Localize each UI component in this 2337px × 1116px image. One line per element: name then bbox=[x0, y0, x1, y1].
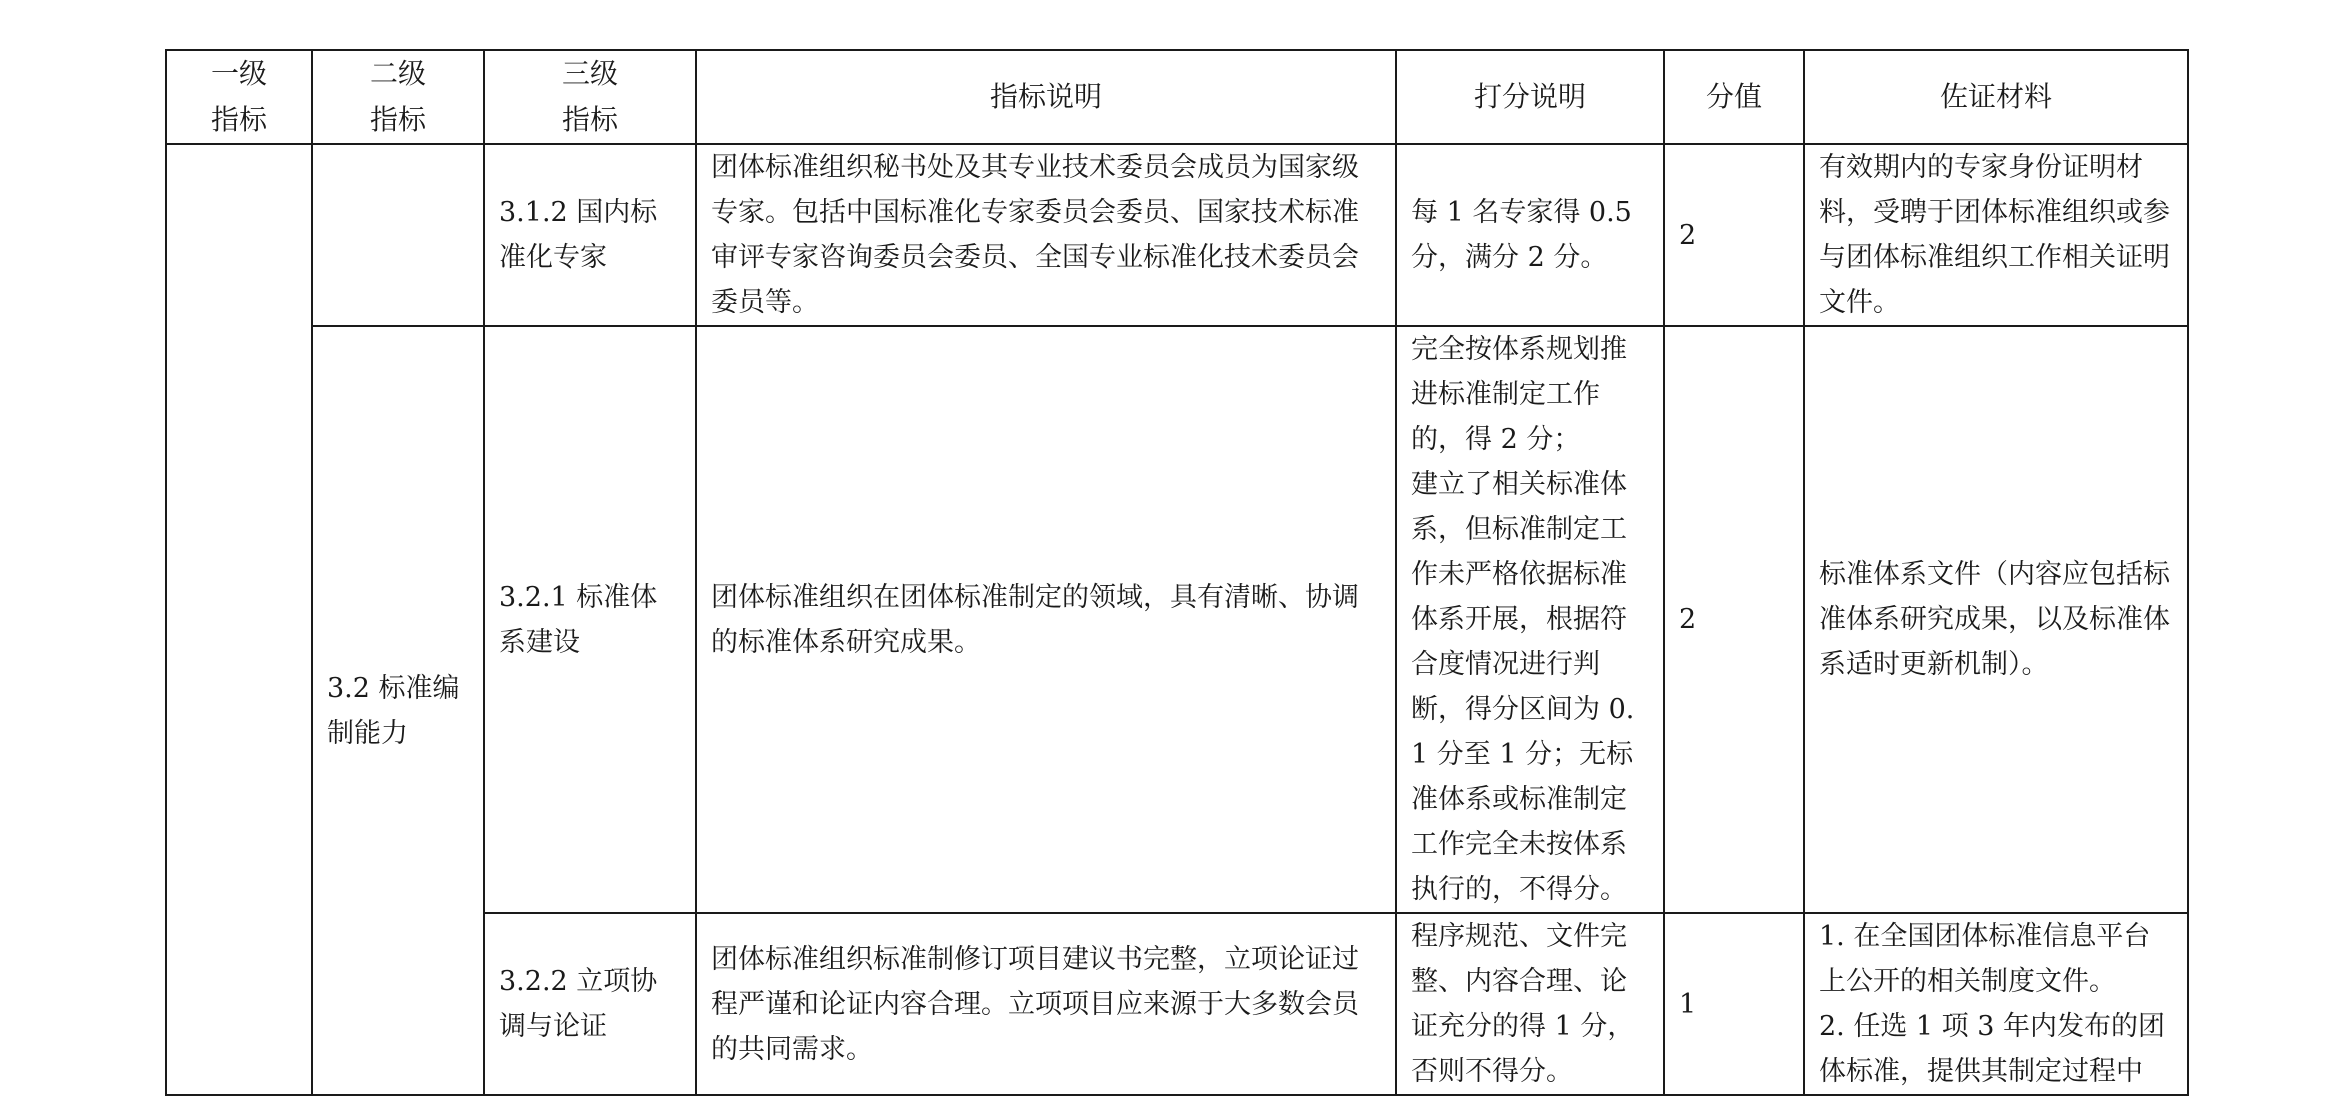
level1-cell bbox=[166, 144, 312, 1095]
header-level2: 二级 指标 bbox=[312, 50, 484, 144]
level3-cell: 3.2.2 立项协 调与论证 bbox=[484, 913, 696, 1095]
scoring-cell: 程序规范、文件完整、内容合理、论证充分的得 1 分，否则不得分。 bbox=[1396, 913, 1664, 1095]
score-cell: 2 bbox=[1664, 144, 1804, 326]
level3-cell: 3.1.2 国内标 准化专家 bbox=[484, 144, 696, 326]
scoring-cell: 完全按体系规划推进标准制定工作的，得 2 分； 建立了相关标准体系，但标准制定工作未严格依据标准体系开展，根据符合度情况进行判断，得分区间为 0.1 分至 1 分；无标准体系或标准制定工作完全未按体系执行的，不得分。 bbox=[1396, 326, 1664, 913]
evidence-cell: 有效期内的专家身份证明材料，受聘于团体标准组织或参与团体标准组织工作相关证明文件。 bbox=[1804, 144, 2188, 326]
header-score: 分值 bbox=[1664, 50, 1804, 144]
scoring-cell: 每 1 名专家得 0.5 分，满分 2 分。 bbox=[1396, 144, 1664, 326]
table-row bbox=[166, 144, 2188, 326]
level2-cell bbox=[312, 144, 484, 326]
table-row bbox=[166, 326, 2188, 913]
header-level1: 一级 指标 bbox=[166, 50, 312, 144]
header-evidence: 佐证材料 bbox=[1804, 50, 2188, 144]
header-level3: 三级 指标 bbox=[484, 50, 696, 144]
level3-cell: 3.2.1 标准体 系建设 bbox=[484, 326, 696, 913]
score-cell: 2 bbox=[1664, 326, 1804, 913]
header-scoring: 打分说明 bbox=[1396, 50, 1664, 144]
evaluation-table bbox=[165, 49, 2189, 1096]
evidence-cell: 标准体系文件（内容应包括标准体系研究成果，以及标准体系适时更新机制）。 bbox=[1804, 326, 2188, 913]
description-cell: 团体标准组织标准制修订项目建议书完整，立项论证过程严谨和论证内容合理。立项项目应来源于大多数会员的共同需求。 bbox=[696, 913, 1396, 1095]
description-cell: 团体标准组织秘书处及其专业技术委员会成员为国家级专家。包括中国标准化专家委员会委员、国家技术标准审评专家咨询委员会委员、全国专业标准化技术委员会委员等。 bbox=[696, 144, 1396, 326]
description-cell: 团体标准组织在团体标准制定的领域，具有清晰、协调的标准体系研究成果。 bbox=[696, 326, 1396, 913]
level2-cell: 3.2 标准编 制能力 bbox=[312, 326, 484, 1095]
evidence-cell: 1. 在全国团体标准信息平台上公开的相关制度文件。 2. 任选 1 项 3 年内发布的团体标准，提供其制定过程中 bbox=[1804, 913, 2188, 1095]
header-description: 指标说明 bbox=[696, 50, 1396, 144]
score-cell: 1 bbox=[1664, 913, 1804, 1095]
header-row bbox=[166, 50, 2188, 144]
